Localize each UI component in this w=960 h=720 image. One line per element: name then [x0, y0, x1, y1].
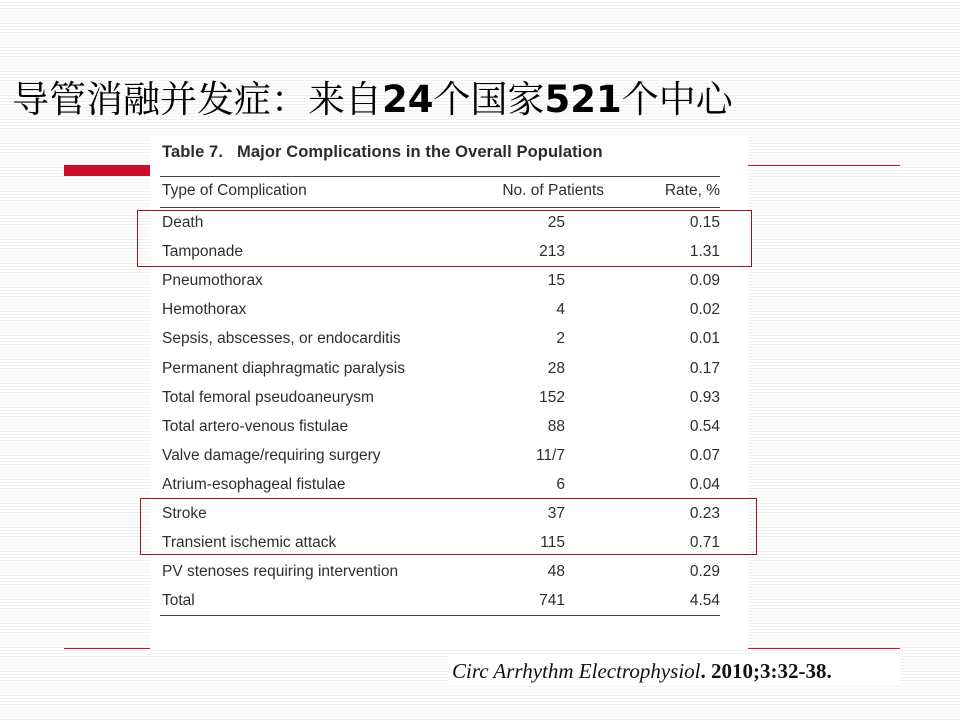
patient-count: 11/7 — [535, 446, 565, 464]
complication-type: Total — [162, 592, 195, 610]
table-caption: Major Complications in the Overall Population — [237, 143, 603, 161]
table-title — [162, 143, 603, 162]
table-row — [150, 328, 748, 350]
highlight-box-stroke-tia — [140, 498, 757, 555]
rate-percent: 0.09 — [689, 272, 720, 290]
citation — [448, 656, 900, 686]
divider-line-bottom-left — [64, 648, 150, 649]
slide-title — [12, 74, 733, 126]
complication-type: Total femoral pseudoaneurysm — [162, 388, 374, 406]
table-row — [150, 416, 748, 438]
complication-type: Death — [162, 214, 204, 231]
patient-count: 28 — [547, 359, 565, 377]
table-row — [150, 299, 748, 321]
patient-count: 741 — [539, 592, 565, 610]
title-mid: 个国家 — [433, 78, 545, 121]
title-prefix: 导管消融并发症：来自 — [12, 78, 382, 121]
table-row — [150, 358, 748, 380]
citation-journal: Circ Arrhythm Electrophysiol — [452, 659, 701, 683]
table-header — [150, 180, 748, 202]
rate-percent: 0.71 — [689, 534, 720, 552]
complication-type: Sepsis, abscesses, or endocarditis — [162, 330, 401, 348]
header-type: Type of Complication — [162, 182, 307, 199]
complication-type: PV stenoses requiring intervention — [162, 563, 399, 581]
table-row — [150, 445, 748, 467]
rate-percent: 0.29 — [689, 563, 720, 581]
patient-count: 88 — [547, 417, 565, 435]
rate-percent: 0.01 — [689, 330, 720, 348]
patient-count: 37 — [547, 505, 565, 522]
table-row — [150, 590, 748, 612]
table-row — [150, 387, 748, 409]
citation-reference: . 2010;3:32-38. — [700, 659, 832, 683]
table-number: Table 7. — [162, 143, 224, 161]
complication-type: Atrium-esophageal fistulae — [162, 475, 346, 493]
complication-type: Stroke — [162, 505, 207, 522]
patient-count: 115 — [540, 534, 565, 552]
table-top-rule — [160, 176, 720, 177]
complication-type: Tamponade — [162, 243, 244, 261]
patient-count: 152 — [539, 388, 565, 406]
header-rate: Rate, % — [664, 182, 720, 199]
rate-percent: 0.93 — [689, 388, 720, 406]
divider-line-top — [745, 165, 900, 166]
complication-type: Transient ischemic attack — [162, 534, 337, 552]
rate-percent: 0.07 — [689, 446, 720, 464]
rate-percent: 0.23 — [689, 505, 720, 522]
complication-type: Permanent diaphragmatic paralysis — [162, 359, 405, 377]
rate-percent: 1.31 — [689, 243, 720, 261]
rate-percent: 0.02 — [689, 301, 720, 319]
patient-count: 2 — [556, 330, 565, 348]
patient-count: 213 — [539, 243, 565, 261]
divider-line-bottom-right — [745, 648, 900, 649]
patient-count: 6 — [556, 475, 565, 493]
patient-count: 48 — [547, 563, 565, 581]
rate-percent: 0.17 — [689, 359, 720, 377]
rate-percent: 0.15 — [689, 214, 720, 231]
rate-percent: 0.54 — [689, 417, 720, 435]
complication-type: Valve damage/requiring surgery — [162, 446, 381, 464]
patient-count: 4 — [556, 301, 565, 319]
table-header-rule — [160, 207, 720, 208]
title-center-count: 521 — [544, 78, 622, 121]
rate-percent: 4.54 — [689, 592, 720, 610]
table-row — [150, 474, 748, 496]
complication-type: Total artero-venous fistulae — [162, 417, 349, 435]
title-suffix: 个中心 — [621, 78, 733, 121]
table-row — [150, 270, 748, 292]
patient-count: 15 — [547, 272, 565, 290]
highlight-box-death-tamponade — [137, 210, 752, 267]
title-country-count: 24 — [382, 78, 434, 121]
header-patients: No. of Patients — [502, 182, 604, 199]
table-row — [150, 561, 748, 583]
complication-type: Hemothorax — [162, 301, 247, 319]
table-bottom-rule — [160, 615, 720, 616]
patient-count: 25 — [547, 214, 565, 231]
accent-bar — [64, 165, 150, 176]
rate-percent: 0.04 — [689, 475, 720, 493]
complication-type: Pneumothorax — [162, 272, 263, 290]
